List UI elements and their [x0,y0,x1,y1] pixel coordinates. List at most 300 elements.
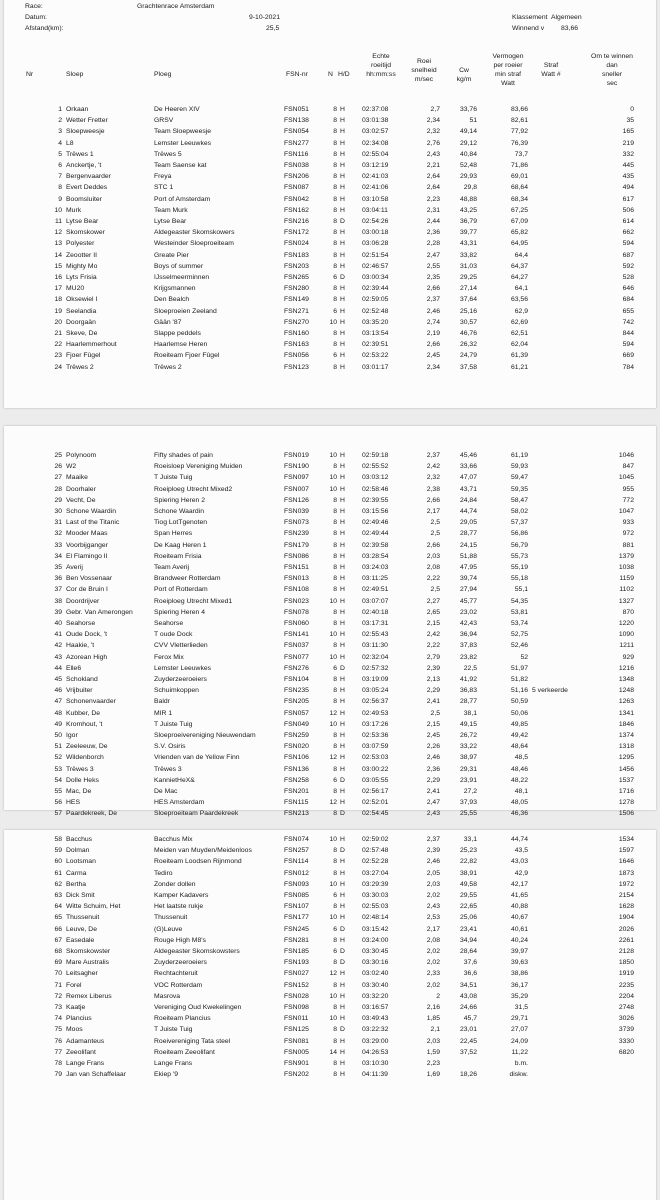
cell-cw: 51 [469,117,477,125]
cell-fsn: FSN024 [284,240,309,248]
cell-cw: 25,23 [459,847,477,855]
cell-fsn: FSN005 [284,1048,309,1056]
cell-speed: 2,38 [426,485,440,493]
header-power-line: per roeier [493,62,523,69]
table-row [4,127,656,137]
table-row [4,307,656,317]
cell-crew: Aldegeaster Skomskowsters [154,948,240,955]
cell-fsn: FSN020 [284,743,309,751]
cell-n: 8 [333,586,337,594]
cell-n: 8 [333,240,337,248]
cell-nr: 45 [54,676,62,683]
cell-watt: 51,16 [510,687,528,695]
cell-time: 03:06:28 [362,240,389,248]
cell-watt: 59,93 [510,463,528,471]
cell-time: 03:13:54 [362,330,389,337]
class-label: Klassement [512,14,548,21]
table-row [4,363,656,373]
cell-crew: Seahorse [154,620,184,627]
cell-win: 3330 [618,1037,634,1045]
cell-win: 494 [622,184,634,192]
cell-watt: 62,04 [510,341,528,349]
cell-crew: Trëwes 3 [154,765,182,773]
cell-time: 03:04:11 [362,206,388,214]
table-row [4,925,656,935]
cell-crew: Kamper Kadavers [154,892,209,899]
cell-win: 687 [622,251,634,259]
cell-name: El Flamingo II [66,552,108,560]
cell-name: Maaike [66,474,88,482]
cell-time: 02:55:04 [362,150,389,158]
header-cw-line: kg/m [456,76,472,83]
cell-hd: H [340,903,345,911]
cell-n: 14 [329,1048,337,1056]
cell-name: W2 [66,463,77,471]
cell-nr: 7 [58,173,62,181]
cell-win: 1102 [619,586,634,594]
cell-n: 8 [333,519,337,527]
cell-n: 6 [333,664,337,672]
cell-time: 03:24:03 [362,564,389,571]
cell-win: 1216 [618,664,634,672]
cell-fsn: FSN270 [284,318,309,326]
cell-cw: 27,94 [459,586,477,594]
cell-n: 8 [333,608,337,616]
cell-win: 1341 [618,709,634,717]
cell-cw: 37,58 [459,363,477,371]
distance-label: Afstand(km): [25,25,64,32]
cell-time: 02:37:08 [362,106,389,113]
cell-nr: 14 [54,251,62,259]
cell-hd: H [340,240,345,248]
cell-win: 1646 [618,858,634,866]
cell-win: 1047 [618,508,634,515]
cell-crew: Masrova [154,992,181,1000]
cell-hd: H [340,530,345,538]
cell-hd: H [340,106,345,113]
cell-cw: 23,82 [459,653,477,661]
table-row [4,1003,656,1013]
cell-time: 02:53:03 [362,754,389,762]
cell-time: 02:59:02 [362,836,389,843]
cell-cw: 31,03 [459,262,477,270]
cell-win: 929 [622,653,634,661]
cell-watt: 29,71 [510,1015,528,1023]
cell-watt: 59,47 [510,474,528,482]
cell-watt: 49,42 [510,732,528,739]
cell-hd: H [340,936,345,944]
header-cw [449,66,479,84]
cell-speed: 2,26 [426,743,440,751]
cell-fsn: FSN205 [284,698,309,706]
cell-win: 1972 [618,880,634,888]
cell-crew: Sloeproeiteam Paardekreek [154,810,239,818]
cell-win: 742 [622,318,634,326]
cell-win: 1348 [618,676,634,683]
cell-crew: Tediro [154,869,173,877]
cell-n: 8 [333,732,337,739]
cell-nr: 75 [54,1026,62,1034]
table-row [4,1070,656,1080]
cell-watt: 64,37 [510,262,528,270]
cell-hd: H [340,519,345,527]
cell-hd: H [340,229,345,237]
cell-n: 8 [333,341,337,349]
cell-n: 8 [333,620,337,627]
cell-watt: 39,63 [510,959,528,967]
cell-crew: Brandweer Rotterdam [154,575,221,583]
cell-fsn: FSN213 [284,810,309,818]
header-crew: Ploeg [154,71,172,78]
cell-n: 8 [333,139,337,147]
cell-watt: 55,19 [510,564,528,571]
table-row [4,936,656,946]
cell-name: Seelandia [66,307,97,315]
cell-nr: 23 [54,352,62,360]
cell-hd: D [340,847,345,855]
cell-watt: 55,18 [510,575,528,583]
cell-watt: 57,37 [510,519,528,527]
cell-n: 8 [333,195,337,203]
cell-n: 6 [333,307,337,315]
cell-watt: 40,88 [510,903,528,911]
cell-time: 02:41:06 [362,184,389,192]
cell-n: 8 [333,575,337,583]
cell-nr: 34 [54,552,62,560]
cell-watt: 40,24 [510,936,528,944]
cell-hd: H [340,1048,345,1056]
cell-fsn: FSN141 [284,631,309,639]
cell-speed: 2,66 [426,541,440,549]
cell-name: Polynoom [66,452,97,459]
cell-speed: 2,43 [426,903,440,911]
cell-crew: T Juiste Tuig [154,474,193,482]
cell-win: 528 [622,274,634,281]
table-row [4,902,656,912]
cell-hd: H [340,552,345,560]
cell-fsn: FSN183 [284,251,309,259]
cell-nr: 25 [54,452,62,459]
cell-nr: 52 [54,754,62,762]
cell-n: 8 [333,251,337,259]
cell-cw: 24,66 [459,1004,477,1011]
cell-nr: 35 [54,564,62,571]
cell-n: 8 [333,330,337,337]
cell-crew: (G)Leuve [154,925,183,933]
cell-nr: 79 [54,1071,62,1079]
cell-win: 1263 [618,698,634,706]
cell-time: 03:10:58 [362,195,389,203]
cell-win: 332 [622,150,634,158]
cell-speed: 2,37 [426,296,440,304]
cell-speed: 2,19 [426,330,440,337]
cell-watt: 64,1 [514,285,528,293]
cell-crew: Westeinder Sloeproeiteam [154,240,234,248]
cell-crew: Spiering Heren 4 [154,608,206,616]
cell-name: Easedale [66,936,95,944]
cell-hd: H [340,799,345,807]
cell-fsn: FSN190 [284,463,309,471]
cell-name: Trëwes 3 [66,765,94,773]
cell-nr: 11 [54,218,62,225]
table-row [4,653,656,663]
cell-speed: 2,02 [426,959,440,967]
cell-watt: b.m. [514,1060,528,1067]
cell-n: 8 [333,869,337,877]
cell-hd: D [340,776,345,784]
cell-cw: 47,95 [459,564,477,571]
cell-cw: 49,14 [459,128,477,136]
table-row [4,664,656,674]
cell-name: Voorbijganger [66,541,108,549]
cell-cw: 36,94 [459,631,477,639]
cell-cw: 25,16 [459,307,477,315]
cell-speed: 2,45 [426,732,440,739]
cell-watt: 58,47 [510,496,528,504]
header-towin-line: sneller [601,71,623,78]
cell-crew: Vrienden van de Yellow Finn [154,754,240,762]
cell-crew: Den Bealch [154,296,190,304]
table-row [4,284,656,294]
cell-n: 8 [333,743,337,751]
header-towin-line: dan [606,62,618,69]
table-row [4,981,656,991]
cell-name: Leitsagher [66,970,98,978]
cell-nr: 13 [54,240,62,248]
cell-watt: 62,51 [510,330,528,337]
cell-win: 955 [622,485,634,493]
cell-time: 02:34:08 [362,139,389,147]
cell-speed: 2,47 [426,251,440,259]
cell-n: 10 [329,880,337,888]
cell-win: 219 [622,139,634,147]
cell-watt: 62,69 [510,318,528,326]
cell-watt: 40,67 [510,914,528,922]
cell-hd: H [340,184,345,192]
cell-win: 445 [622,162,634,169]
cell-nr: 40 [54,620,62,627]
cell-crew: Gään '87 [154,318,182,326]
cell-name: Mare Australis [66,959,110,967]
cell-time: 02:39:51 [362,341,389,349]
cell-time: 02:40:18 [362,608,389,616]
cell-time: 02:51:54 [362,251,389,259]
cell-win: 646 [622,285,634,293]
header-hd: H/D [338,71,350,78]
cell-fsn: FSN126 [284,496,309,504]
cell-speed: 2,08 [426,564,440,571]
cell-time: 02:48:14 [362,914,389,922]
cell-speed: 2,41 [426,698,440,706]
cell-nr: 48 [54,709,62,717]
cell-watt: 53,74 [510,620,528,627]
cell-name: Mac, De [66,788,92,795]
table-row [4,585,656,595]
cell-nr: 67 [54,936,62,944]
cell-fsn: FSN257 [284,847,309,855]
table-row [4,880,656,890]
cell-crew: Slappe peddels [154,330,201,337]
cell-nr: 51 [54,743,62,751]
cell-time: 02:52:48 [362,307,389,315]
cell-time: 03:32:20 [362,992,389,1000]
header-power-line: min straf [494,71,522,78]
cell-cw: 22,82 [459,858,477,866]
table-row [4,608,656,618]
cell-watt: 55,1 [514,586,528,594]
cell-fsn: FSN007 [284,485,309,493]
cell-name: Paardekreek, De [66,810,118,818]
table-row [4,742,656,752]
cell-cw: 33,1 [463,836,477,843]
cell-watt: 68,64 [510,184,528,192]
cell-crew: Baldr [154,698,170,706]
cell-name: Elle6 [66,664,82,672]
cell-win: 772 [622,496,634,504]
cell-win: 0 [630,106,634,113]
cell-win: 506 [622,206,634,214]
cell-name: Kaatje [66,1004,86,1011]
cell-nr: 72 [54,992,62,1000]
cell-name: Leuve, De [66,925,97,933]
table-row [4,183,656,193]
cell-time: 02:49:51 [362,586,389,594]
cell-win: 435 [622,173,634,181]
cell-name: Bertha [66,880,87,888]
header-fsn: FSN-nr [286,71,308,78]
cell-name: Vecht, De [66,496,96,504]
cell-crew: S.V. Osiris [154,743,186,751]
cell-n: 8 [333,128,337,136]
cell-nr: 64 [54,903,62,911]
table-row [4,507,656,517]
cell-cw: 26,72 [459,732,477,739]
cell-watt: 24,09 [510,1037,528,1045]
table-row [4,731,656,741]
cell-crew: Span Herres [154,530,193,538]
cell-cw: 43,08 [459,992,477,1000]
cell-win: 669 [622,352,634,360]
cell-n: 6 [333,948,337,955]
cell-cw: 33,66 [459,463,477,471]
table-row [4,206,656,216]
cell-speed: 2,15 [426,620,440,627]
cell-time: 02:55:03 [362,903,389,911]
cell-name: Wildenborch [66,754,104,762]
cell-speed: 2,35 [426,274,440,281]
cell-nr: 68 [54,948,62,955]
cell-crew: Trëwes 2 [154,363,182,371]
cell-n: 8 [333,1060,337,1067]
cell-nr: 73 [54,1004,62,1011]
cell-cw: 45,77 [459,597,477,605]
cell-speed: 2,66 [426,341,440,349]
table-row [4,891,656,901]
cell-cw: 24,84 [459,496,477,504]
cell-speed: 2,31 [426,206,440,214]
cell-hd: H [340,642,345,650]
cell-name: Doorgaän [66,318,96,326]
cell-nr: 71 [54,981,62,989]
table-row [4,776,656,786]
cell-speed: 2,32 [426,474,440,482]
cell-hd: H [340,508,345,515]
cell-watt: 49,85 [510,720,528,728]
header-power-line: Vermogen [492,53,524,60]
cell-time: 03:29:39 [362,880,389,888]
cell-win: 1159 [619,575,634,583]
table-row [4,787,656,797]
cell-nr: 19 [54,307,62,315]
cell-fsn: FSN259 [284,732,309,739]
cell-cw: 38,91 [459,869,477,877]
cell-watt: 48,1 [514,788,528,795]
cell-crew: Roeiteam Loodsen Rijnmond [154,858,242,866]
cell-fsn: FSN019 [284,452,309,459]
cell-n: 12 [329,799,337,807]
cell-note: 5 verkeerde [532,687,568,695]
cell-nr: 41 [54,631,62,639]
header-time [359,52,403,79]
cell-win: 1379 [618,552,634,560]
cell-time: 03:07:07 [362,597,389,605]
cell-speed: 2,32 [426,128,440,136]
cell-hd: D [340,948,345,955]
cell-crew: STC 1 [154,184,174,192]
cell-fsn: FSN056 [284,352,309,360]
cell-name: Oksewiel I [66,296,98,304]
cell-speed: 2,17 [426,925,440,933]
cell-fsn: FSN216 [284,218,309,225]
cell-watt: 61,19 [510,452,528,459]
cell-nr: 61 [54,869,62,877]
cell-speed: 2,7 [430,106,440,113]
cell-crew: Schuimkoppen [154,687,199,695]
cell-win: 2235 [618,981,634,989]
cell-crew: Ferox Mix [154,653,184,661]
cell-crew: Krijgsmannen [154,285,196,293]
table-row [4,462,656,472]
table-row [4,161,656,171]
cell-crew: VOC Rotterdam [154,981,203,989]
cell-cw: 33,82 [459,251,477,259]
cell-n: 8 [333,903,337,911]
cell-crew: Team Sloepweesje [154,128,212,136]
cell-cw: 29,12 [459,139,477,147]
cell-crew: CVV Vletterlieden [154,642,208,650]
cell-name: Azorean High [66,653,108,661]
cell-nr: 33 [54,541,62,549]
cell-speed: 2,23 [426,1060,440,1067]
cell-fsn: FSN037 [284,642,309,650]
cell-cw: 38,1 [463,709,477,717]
cell-crew: Zuyderzeeroeiers [154,676,207,683]
header-penalty [532,61,570,79]
cell-time: 03:19:09 [362,676,389,683]
cell-fsn: FSN108 [284,586,309,594]
cell-nr: 37 [54,586,62,594]
cell-nr: 44 [54,664,62,672]
cell-nr: 28 [54,485,62,493]
cell-hd: H [340,341,345,349]
cell-hd: H [340,117,345,125]
table-row [4,675,656,685]
cell-hd: H [340,463,345,471]
cell-fsn: FSN163 [284,341,309,349]
cell-watt: 56,86 [510,530,528,538]
cell-name: Doorhaler [66,485,96,493]
cell-nr: 26 [54,463,62,471]
